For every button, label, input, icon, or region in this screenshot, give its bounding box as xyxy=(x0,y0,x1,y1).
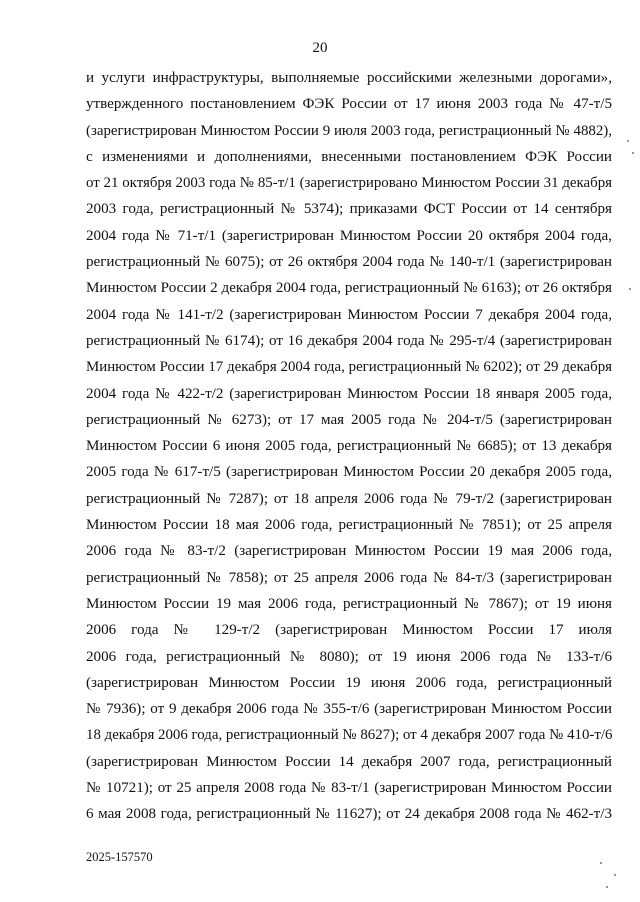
text-line: 2003 года, регистрационный № 5374); приказами ФСТ России от 14 сентября xyxy=(86,201,612,218)
document-code: 2025-157570 xyxy=(86,850,153,864)
scan-speck xyxy=(614,874,616,876)
text-line: № 10721); от 25 апреля 2008 года № 83-т/1 (зарегистрирован Минюстом России xyxy=(86,780,612,797)
text-line: с изменениями и дополнениями, внесенными постановлением ФЭК России xyxy=(86,148,612,165)
text-line: (зарегистрирован Минюстом России 9 июля 2003 года, регистрационный № 4882), xyxy=(86,122,612,139)
text-line: регистрационный № 6273); от 17 мая 2005 года № 204-т/5 (зарегистрирован xyxy=(86,411,612,428)
text-line: регистрационный № 7287); от 18 апреля 2006 года № 79-т/2 (зарегистрирован xyxy=(86,490,612,507)
text-line: 6 мая 2008 года, регистрационный № 11627); от 24 декабря 2008 года № 462-т/3 xyxy=(86,806,612,823)
text-line: № 7936); от 9 декабря 2006 года № 355-т/6 (зарегистрирован Минюстом России xyxy=(86,701,612,718)
scan-speck xyxy=(606,886,608,888)
text-line: 2004 года № 422-т/2 (зарегистрирован Минюстом России 18 января 2005 года, xyxy=(86,385,612,402)
text-line: регистрационный № 6174); от 16 декабря 2004 года № 295-т/4 (зарегистрирован xyxy=(86,332,612,349)
text-line: 2005 года № 617-т/5 (зарегистрирован Минюстом России 20 декабря 2005 года, xyxy=(86,464,612,481)
text-line: 2004 года № 71-т/1 (зарегистрирован Минюстом России 20 октября 2004 года, xyxy=(86,227,612,244)
text-line: 2006 года, регистрационный № 8080); от 19 июня 2006 года № 133-т/6 xyxy=(86,648,612,665)
document-body xyxy=(86,65,612,828)
text-line: от 21 октября 2003 года № 85-т/1 (зарегистрировано Минюстом России 31 декабря xyxy=(86,175,612,192)
scan-speck xyxy=(632,152,634,154)
scan-speck xyxy=(600,862,602,864)
text-line: регистрационный № 7858); от 25 апреля 2006 года № 84-т/3 (зарегистрирован xyxy=(86,569,612,586)
text-line: Минюстом России 18 мая 2006 года, регистрационный № 7851); от 25 апреля xyxy=(86,517,612,534)
page-number: 20 xyxy=(312,40,328,56)
scan-speck xyxy=(629,288,631,290)
scan-speck xyxy=(627,140,629,142)
text-line: Минюстом России 19 мая 2006 года, регистрационный № 7867); от 19 июня xyxy=(86,595,612,612)
text-line: регистрационный № 6075); от 26 октября 2004 года № 140-т/1 (зарегистрирован xyxy=(86,254,612,271)
text-line: 18 декабря 2006 года, регистрационный № 8627); от 4 декабря 2007 года № 410-т/6 xyxy=(86,727,613,744)
text-line: 2006 года № 129-т/2 (зарегистрирован Минюстом России 17 июля xyxy=(86,622,612,639)
text-line: (зарегистрирован Минюстом России 19 июня 2006 года, регистрационный xyxy=(86,674,612,691)
text-line: утвержденного постановлением ФЭК России от 17 июня 2003 года № 47-т/5 xyxy=(86,96,612,113)
text-line: Минюстом России 2 декабря 2004 года, регистрационный № 6163); от 26 октября xyxy=(86,280,612,297)
text-line: и услуги инфраструктуры, выполняемые российскими железными дорогами», xyxy=(86,70,612,86)
text-line: 2004 года № 141-т/2 (зарегистрирован Минюстом России 7 декабря 2004 года, xyxy=(86,306,612,323)
text-line: (зарегистрирован Минюстом России 14 декабря 2007 года, регистрационный xyxy=(86,753,612,770)
text-line: Минюстом России 17 декабря 2004 года, регистрационный № 6202); от 29 декабря xyxy=(86,359,612,376)
text-line: Минюстом России 6 июня 2005 года, регистрационный № 6685); от 13 декабря xyxy=(86,438,612,455)
text-line: 2006 года № 83-т/2 (зарегистрирован Минюстом России 19 мая 2006 года, xyxy=(86,543,612,560)
